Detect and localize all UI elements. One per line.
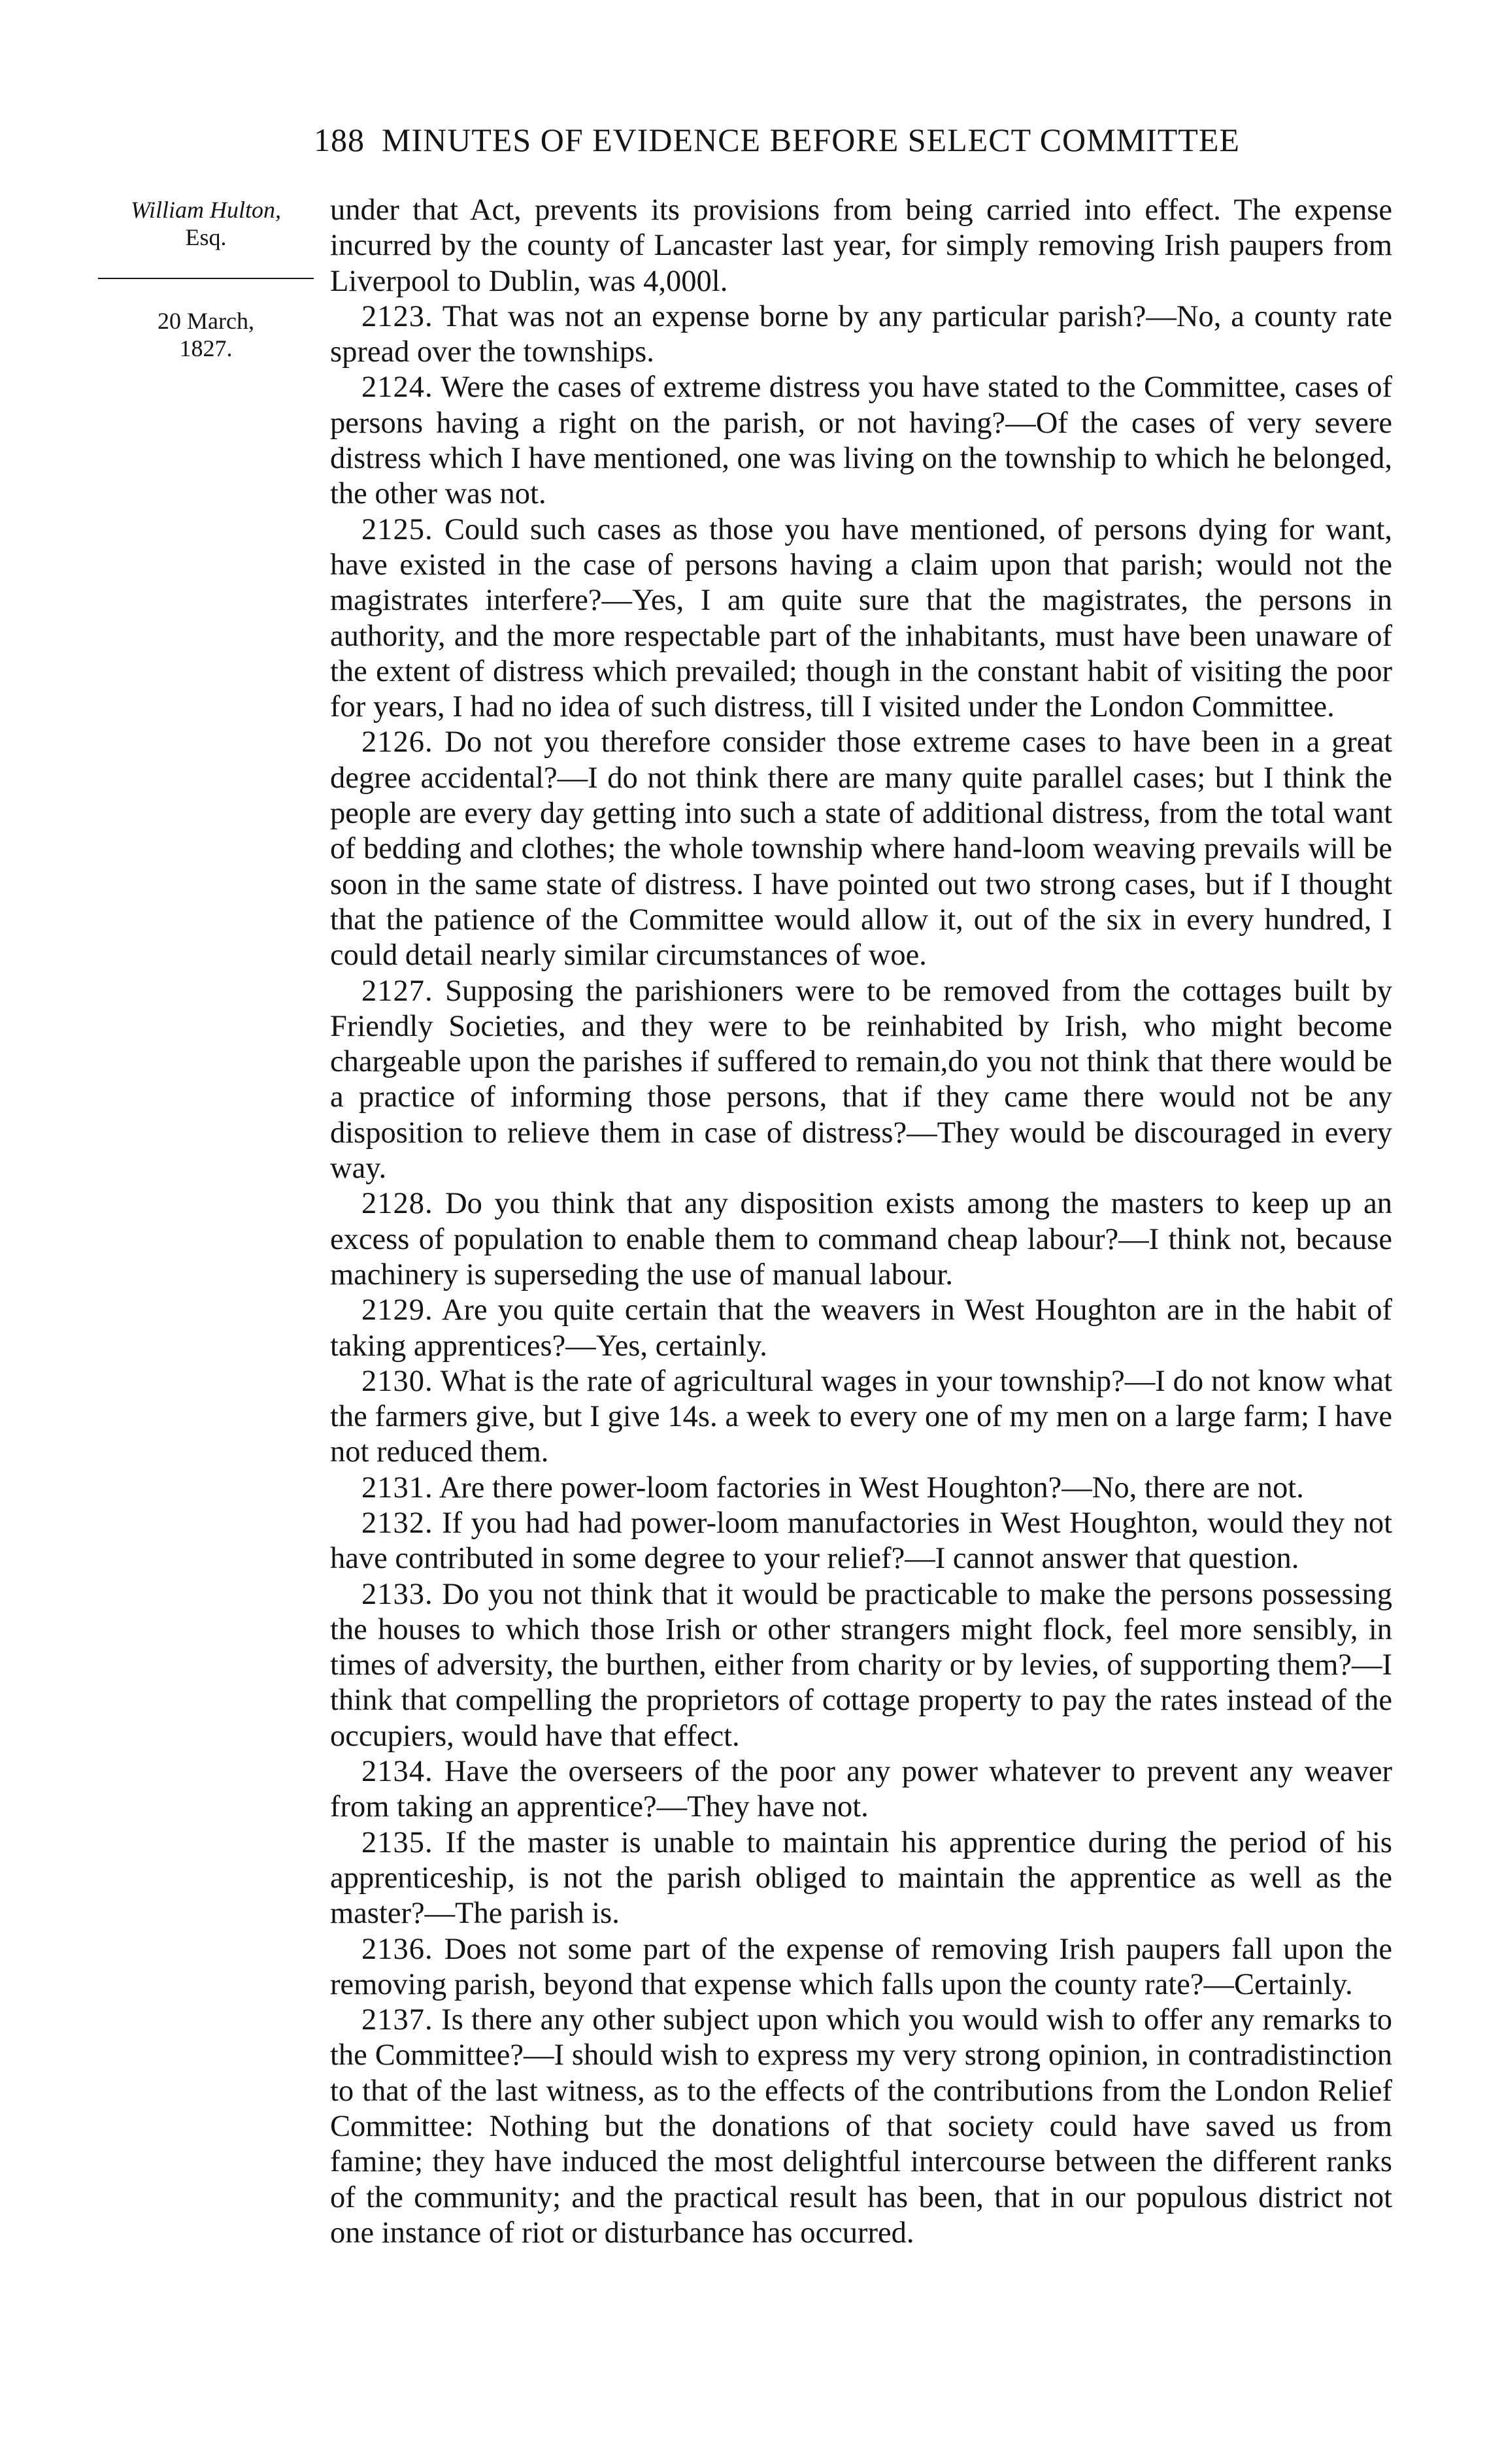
question-2134 [330, 1754, 1392, 1825]
witness-title: Esq. [185, 224, 227, 250]
date-day-month: 20 March, [158, 308, 254, 334]
question-text: Could such cases as those you have mentioned, of persons dying for want, have existed in the case of persons having a claim upon that parish; would not the magistrates interfere?—Yes, I am quite sure that the magistrates, the persons in authority, and the more respectable part of the inhabitants, must have been unaware of the extent of distress which prevailed; though in the constant habit of visiting the poor for years, I had no idea of such distress, till I visited under the London Committee. [330, 512, 1392, 724]
question-number: 2137. [361, 2003, 433, 2037]
witness-name: William Hulton, [130, 197, 281, 223]
question-text: If you had had power-loom manufactories in West Houghton, would they not have contributed in some degree to your relief?—I cannot answer that question. [330, 1506, 1392, 1576]
question-2131 [330, 1471, 1392, 1506]
question-2126 [330, 725, 1392, 973]
paragraph-text: under that Act, prevents its provisions from being carried into effect. The expense incurred by the county of Lancaster last year, for simply removing Irish paupers from Liverpool to Dublin, was 4,000l. [330, 193, 1392, 298]
question-2125 [330, 512, 1392, 725]
paragraph-continued [330, 193, 1392, 299]
page-title: MINUTES OF EVIDENCE BEFORE SELECT COMMITTEE [382, 122, 1240, 158]
question-number: 2124. [361, 371, 433, 405]
question-2127 [330, 974, 1392, 1187]
question-text: That was not an expense borne by any particular parish?—No, a county rate spread over the townships. [330, 299, 1392, 369]
question-number: 2134. [361, 1755, 433, 1789]
date-year: 1827. [179, 335, 233, 361]
margin-note-date [98, 307, 314, 362]
question-text: Are you quite certain that the weavers in West Houghton are in the habit of taking apprentices?—Yes, certainly. [330, 1293, 1393, 1363]
question-number: 2123. [361, 299, 433, 333]
question-text: If the master is unable to maintain his apprentice during the period of his apprenticeship, is not the parish obliged to maintain the apprentice as well as the master?—The parish is. [330, 1825, 1393, 1931]
page-header [314, 121, 1386, 159]
margin-note-witness [98, 196, 314, 251]
question-number: 2131. [361, 1471, 433, 1505]
question-2123 [330, 299, 1392, 371]
question-2132 [330, 1506, 1392, 1577]
question-2124 [330, 370, 1392, 512]
question-2137 [330, 2003, 1392, 2251]
question-text: Does not some part of the expense of removing Irish paupers fall upon the removing parish, beyond that expense which falls upon the county rate?—Certainly. [330, 1932, 1392, 2001]
question-number: 2135. [361, 1825, 433, 1859]
margin-divider [98, 278, 314, 279]
question-text: Is there any other subject upon which you would wish to offer any remarks to the Committee?—I should wish to express my very strong opinion, in contradistinction to that of the last witness, as to the effects of the contributions from the London Relief Committee: Nothing but the donations of that society could have saved us from famine; they have induced the most delightful intercourse between the different ranks of the community; and the practical result has been, that in our populous district not one instance of riot or disturbance has occurred. [330, 2003, 1392, 2250]
question-text: Supposing the parishioners were to be removed from the cottages built by Friendly Societies, and they were to be reinhabited by Irish, who might become chargeable upon the parishes if suffered to remain,do you not think that there would be a practice of informing those persons, that if they came there would not be any disposition to relieve them in case of distress?—They would be discouraged in every way. [330, 974, 1392, 1186]
question-text: Are there power-loom factories in West Houghton?—No, there are not. [439, 1471, 1304, 1505]
question-2135 [330, 1825, 1392, 1932]
question-2129 [330, 1293, 1392, 1364]
evidence-body [330, 193, 1392, 2251]
question-text: What is the rate of agricultural wages in your township?—I do not know what the farmers give, but I give 14s. a week to every one of my men on a large farm; I have not reduced them. [330, 1364, 1392, 1469]
question-text: Do not you therefore consider those extreme cases to have been in a great degree accidental?—I do not think there are many quite parallel cases; but I think the people are every day getting into such a state of additional distress, from the total want of bedding and clothes; the whole township where hand-loom weaving prevails will be soon in the same state of distress. I have pointed out two strong cases, but if I thought that the patience of the Committee would allow it, out of the six in every hundred, I could detail nearly similar circumstances of woe. [330, 725, 1392, 973]
question-number: 2125. [361, 512, 433, 546]
question-number: 2126. [361, 725, 433, 759]
question-text: Do you think that any disposition exists among the masters to keep up an excess of population to enable them to command cheap labour?—I think not, because machinery is superseding the use of manual labour. [330, 1187, 1392, 1291]
question-text: Do you not think that it would be practicable to make the persons possessing the houses to which those Irish or other strangers might flock, feel more sensibly, in times of adversity, the burthen, either from charity or by levies, of supporting them?—I think that compelling the proprietors of cottage property to pay the rates instead of the occupiers, would have that effect. [330, 1577, 1393, 1753]
question-number: 2129. [361, 1293, 433, 1327]
question-2133 [330, 1577, 1392, 1754]
question-number: 2132. [361, 1506, 433, 1540]
question-number: 2127. [361, 974, 433, 1008]
question-text: Were the cases of extreme distress you have stated to the Committee, cases of persons having a right on the parish, or not having?—Of the cases of very severe distress which I have mentioned, one was living on the township to which he belonged, the other was not. [330, 371, 1392, 511]
question-number: 2136. [361, 1932, 433, 1966]
question-number: 2133. [361, 1577, 433, 1611]
question-text: Have the overseers of the poor any power whatever to prevent any weaver from taking an apprentice?—They have not. [330, 1755, 1392, 1824]
question-number: 2130. [361, 1364, 433, 1398]
page-number: 188 [314, 122, 365, 158]
question-2128 [330, 1186, 1392, 1293]
question-2130 [330, 1364, 1392, 1471]
question-number: 2128. [361, 1187, 433, 1221]
question-2136 [330, 1932, 1392, 2003]
